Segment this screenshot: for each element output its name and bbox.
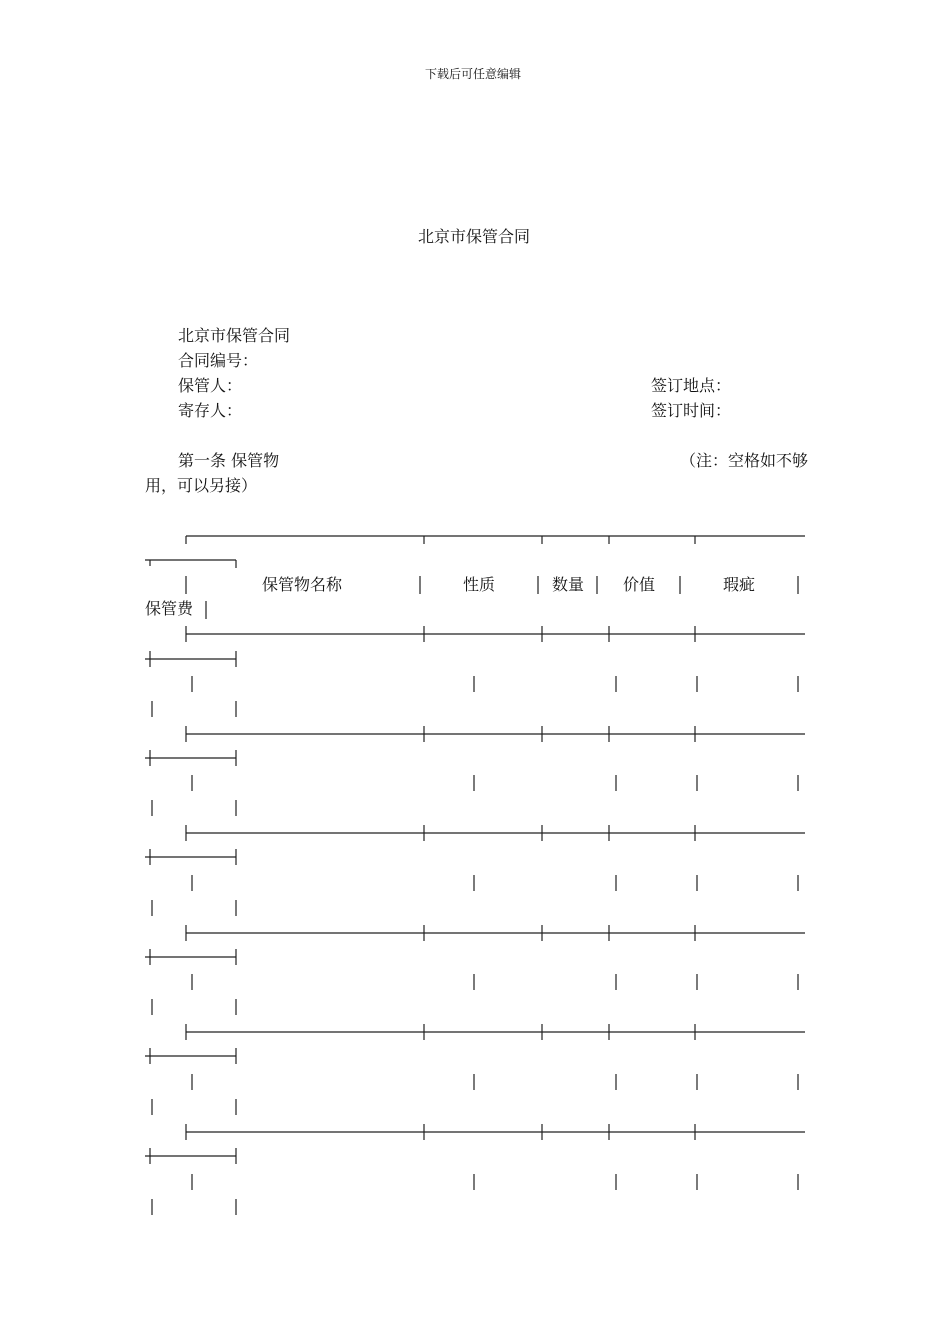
col-header-nature: 性质: [463, 575, 496, 594]
contract-heading: 北京市保管合同: [178, 326, 291, 345]
col-header-quantity: 数量: [552, 575, 585, 594]
sign-place-label: 签订地点：: [651, 376, 732, 395]
table-row: [196, 676, 796, 718]
article1-label: 第一条 保管物: [178, 451, 280, 470]
table-row: [196, 875, 796, 917]
col-header-item-name: 保管物名称: [262, 575, 343, 594]
table-row: [196, 775, 796, 817]
keeper-label: 保管人：: [178, 376, 243, 395]
article1-note-line1: （注：空格如不够: [680, 451, 809, 470]
download-note: 下载后可任意编辑: [425, 67, 522, 81]
col-header-value: 价值: [623, 575, 656, 594]
col-header-defects: 瑕疵: [723, 575, 756, 594]
page-title: 北京市保管合同: [418, 227, 531, 246]
col-header-storage-fee: 保管费: [145, 599, 194, 618]
article1-note-line2: 用，可以另接）: [145, 476, 258, 495]
sign-time-label: 签订时间：: [651, 401, 732, 420]
table-row: [196, 1074, 796, 1116]
table-row: [196, 1174, 796, 1216]
depositor-label: 寄存人：: [178, 401, 243, 420]
contract-number-label: 合同编号：: [178, 351, 259, 370]
table-row: [196, 974, 796, 1016]
